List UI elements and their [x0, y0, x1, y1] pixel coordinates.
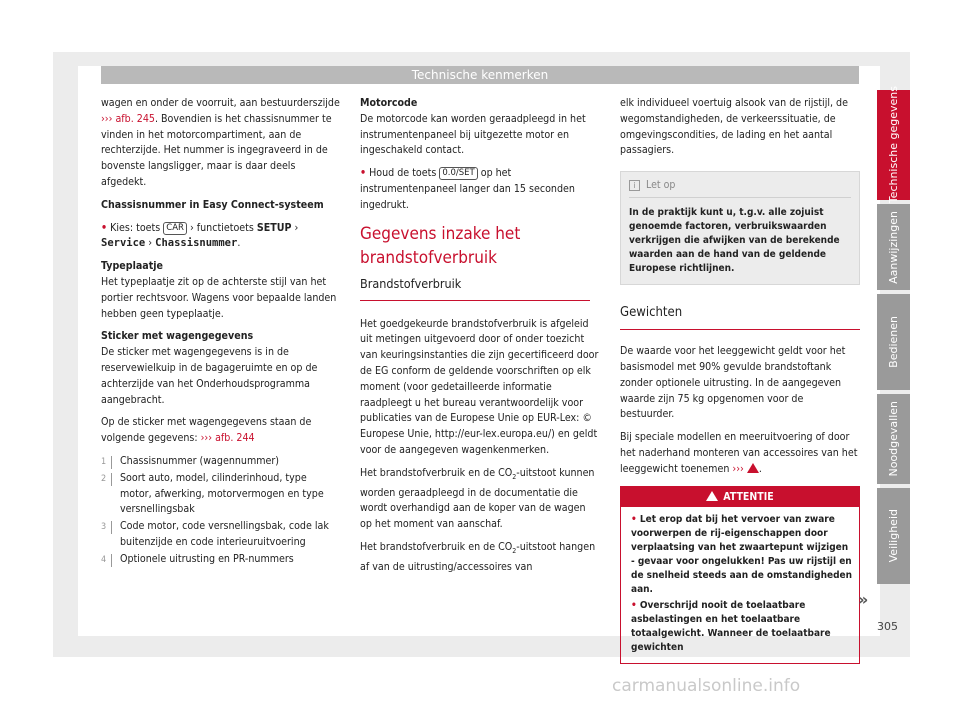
easy-connect-heading: Chassisnummer in Easy Connect-systeem: [101, 198, 324, 211]
list-item: 4 Optionele uitrusting en PR-nummers: [101, 552, 294, 565]
column-right: [620, 96, 860, 664]
tab-bedienen[interactable]: Bedienen: [877, 294, 910, 390]
tab-noodgevallen[interactable]: Noodgevallen: [877, 394, 910, 484]
car-key-icon: CAR: [163, 222, 187, 235]
warning-item: • Let erop dat bij het vervoer van zware voorwerpen de rij-eigenschappen door verplaatsing van het zwaartepunt wijzigen - gevaar voor ongelukken! Pas uw rijstijl en de snelheid steeds aan de omstandigheden aan.: [631, 513, 853, 595]
tab-veiligheid[interactable]: Veiligheid: [877, 488, 910, 584]
note-text: In de praktijk kunt u, t.g.v. alle zojuist genoemde factoren, verbruikswaarden verkrijgen die afwijken van de berekende waarden aan de hand van de geldende Europese richtlijnen.: [629, 207, 840, 275]
subsection-title: Brandstofverbruik: [360, 276, 590, 301]
note-title: i Let op: [629, 178, 851, 198]
warning-body: [621, 507, 859, 663]
typeplaatje-text: Het typeplaatje zit op de achterste stijl van het portier rechtsvoor. Wagens voor bepaalde landen hebben geen typeplaatje.: [101, 275, 337, 320]
figure-link-245[interactable]: afb. 245: [115, 112, 155, 125]
warning-icon: [706, 491, 718, 501]
column-left: [101, 96, 341, 569]
continued-text: elk individueel voertuig alsook van de rijstijl, de wegomstandigheden, de verkeerssituatie, de omgevingscondities, de lading en het aantal passagiers.: [620, 97, 848, 157]
tab-technische-gegevens[interactable]: Technische gegevens: [877, 90, 910, 200]
list-item: 3 Code motor, code versnellingsbak, code lak buitenzijde en code interieuruitvoering: [101, 520, 329, 548]
watermark: carmanualsonline.info: [612, 676, 801, 696]
houd-instruction: • Houd de toets 0.0/SET op het instrumentenpaneel langer dan 15 seconden ingedrukt.: [360, 167, 575, 211]
sticker-heading: Sticker met wagengegevens: [101, 330, 254, 343]
column-middle: [360, 96, 600, 583]
list-item: 1 Chassisnummer (wagennummer): [101, 454, 280, 467]
gewichten-heading: Gewichten: [620, 305, 860, 330]
typeplaatje-heading: Typeplaatje: [101, 260, 163, 273]
figure-link-244[interactable]: afb. 244: [215, 432, 255, 445]
note-box: [620, 171, 860, 285]
kies-instruction: • Kies: toets CAR › functietoets SETUP › Service › Chassisnummer.: [101, 221, 299, 250]
page-header: Technische kenmerken: [101, 66, 859, 84]
set-key-icon: 0.0/SET: [439, 167, 477, 180]
motorcode-text: De motorcode kan worden geraadpleegd in het instrumentenpaneel bij uitgezette motor en ingeschakeld contact.: [360, 112, 586, 157]
weights-paragraph-2: Bij speciale modellen en meeruitvoering of door het naderhand monteren van accessoires van het leeggewicht toenemen ››› .: [620, 431, 858, 475]
warning-box: [620, 486, 860, 664]
fuel-paragraph-1: Het goedgekeurde brandstofverbruik is afgeleid uit metingen uitgevoerd door of onder toezicht van keuringsinstanties die zijn gecertificeerd door de EG conform de geldende voorschriften op elk moment (voor gedetailleerde informatie raadpleegt u het bureau verantwoordelijk voor publicaties van de Europese Unie op EUR-Lex: © Europese Unie, http://eur-lex.europa.eu/) en geldt voor de aangegeven wagenkenmerken.: [360, 317, 599, 456]
sticker-text: De sticker met wagengegevens is in de reservewielkuip in de bagageruimte en op de achterzijde van het Onderhoudsprogramma aangebracht.: [101, 346, 318, 406]
tab-aanwijzingen[interactable]: Aanwijzingen: [877, 204, 910, 290]
sticker-data-list: [101, 454, 341, 568]
list-item: 2 Soort auto, model, cilinderinhoud, type motor, afwerking, motorvermogen en type versnellingsbak: [101, 471, 324, 516]
weights-paragraph-1: De waarde voor het leeggewicht geldt voor het basismodel met 90% gevulde brandstoftank zonder optionele uitrusting. In de aangegeven waarde zijn 75 kg opgenomen voor de bestuurder.: [620, 345, 846, 421]
warning-title: ATTENTIE: [621, 487, 859, 507]
fuel-paragraph-2: Het brandstofverbruik en de $CO_2$-uitstoot kunnen worden geraadpleegd in de documentatie die wordt overhandigd aan de koper van de wagen op het moment van aanschaf.: [360, 466, 595, 531]
info-icon: i: [629, 180, 640, 191]
motorcode-heading: Motorcode: [360, 97, 418, 109]
continue-arrow-icon: »: [858, 590, 869, 609]
sticker-text-2: Op de sticker met wagengegevens staan de volgende gegevens: ››› afb. 244: [101, 416, 312, 445]
warning-triangle-icon: [747, 463, 759, 473]
fuel-paragraph-3: Het brandstofverbruik en de $CO_2$-uitstoot hangen af van de uitrusting/accessoires van: [360, 541, 596, 573]
intro-paragraph: wagen en onder de voorruit, aan bestuurderszijde ››› afb. 245. Bovendien is het chassisnummer te vinden in het motorcompartiment, aan de rechterzijde. Het nummer is ingegraveerd in de bovenste langsligger, maar is daar deels afgedekt.: [101, 97, 340, 188]
section-title: Gegevens inzake het brandstofverbruik: [360, 223, 521, 268]
warning-item: • Overschrijd nooit de toelaatbare asbelastingen en het toelaatbare totaalgewicht. Wanneer de toelaatbare gewichten: [631, 599, 831, 653]
page-number: 305: [877, 620, 898, 633]
